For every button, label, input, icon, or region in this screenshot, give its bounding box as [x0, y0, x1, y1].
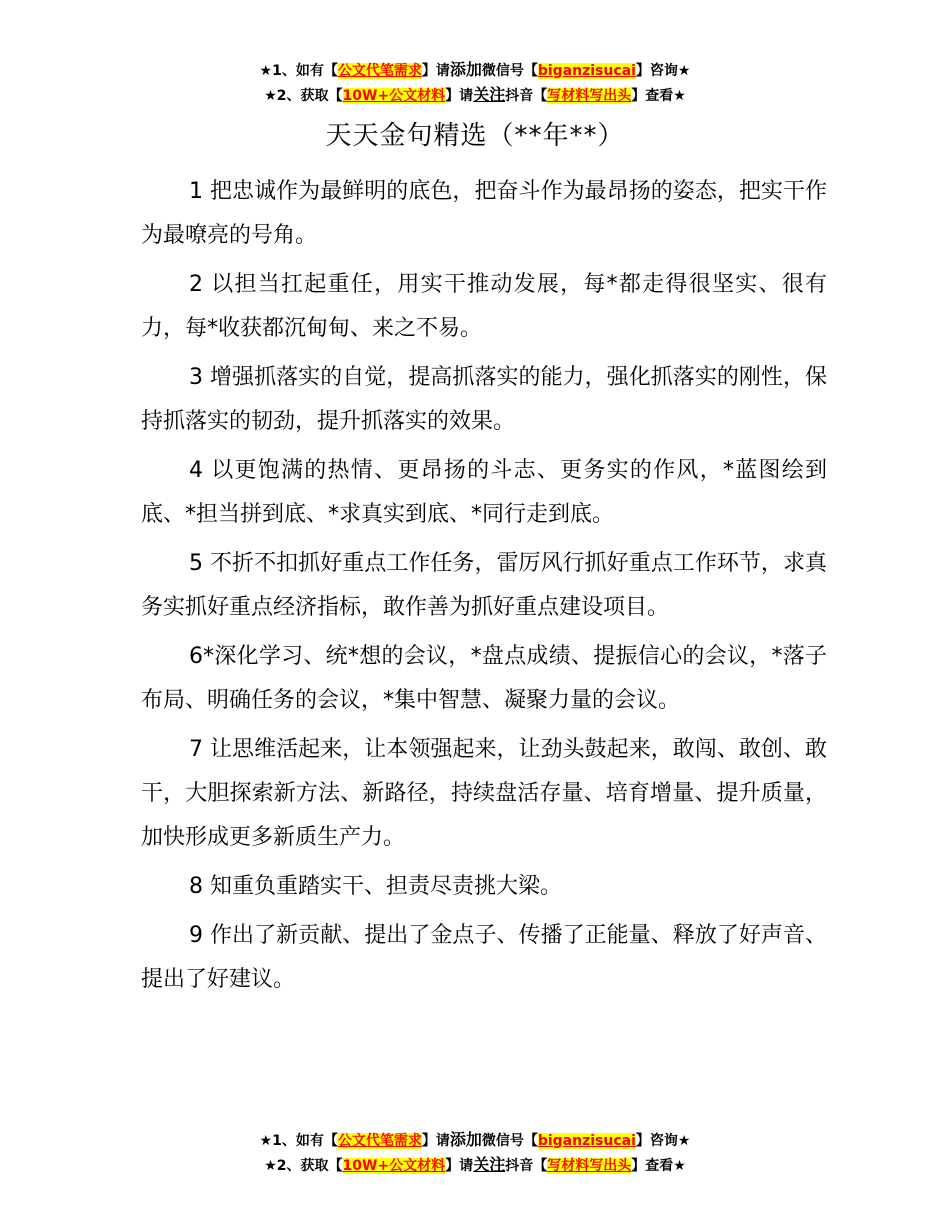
- banner-highlight: 10W+公文材料: [342, 1158, 446, 1174]
- banner-line-2: [0, 1153, 950, 1178]
- banner-highlight: 10W+公文材料: [342, 88, 446, 104]
- banner-line-2: [0, 83, 950, 108]
- banner-text: 】请: [421, 63, 450, 79]
- banner-line-1: [0, 1128, 950, 1153]
- banner-highlight: biganzisucai: [537, 1133, 636, 1149]
- banner-text: ★1、如有【: [259, 1133, 338, 1149]
- paragraph: 2 以担当扛起重任，用实干推动发展，每*都走得很坚实、很有力，每*收获都沉甸甸、来之不易。: [141, 272, 827, 341]
- paragraph: 6*深化学习、统*想的会议，*盘点成绩、提振信心的会议，*落子布局、明确任务的会议，*集中智慧、凝聚力量的会议。: [141, 644, 827, 713]
- document-body: [141, 170, 827, 1007]
- banner-text: ★2、获取【: [264, 88, 343, 104]
- banner-text: 】查看★: [631, 1158, 686, 1174]
- paragraph: 9 作出了新贡献、提出了金点子、传播了正能量、释放了好声音、提出了好建议。: [141, 923, 827, 992]
- banner-text: ★2、获取【: [264, 1158, 343, 1174]
- paragraph: 7 让思维活起来，让本领强起来，让劲头鼓起来，敢闯、敢创、敢干，大胆探索新方法、新路径，持续盘活存量、培育增量、提升质量，加快形成更多新质生产力。: [141, 737, 827, 850]
- banner-text: 】请: [421, 1133, 450, 1149]
- banner-highlight: 公文代笔需求: [337, 63, 422, 79]
- banner-text: 微信号【: [481, 63, 538, 79]
- banner-text: 】请: [445, 88, 474, 104]
- paragraph: 5 不折不扣抓好重点工作任务，雷厉风行抓好重点工作环节，求真务实抓好重点经济指标，敢作善为抓好重点建设项目。: [141, 551, 827, 620]
- paragraph: 4 以更饱满的热情、更昂扬的斗志、更务实的作风，*蓝图绘到底、*担当拼到底、*求真实到底、*同行走到底。: [141, 458, 827, 527]
- banner-text: 】查看★: [631, 88, 686, 104]
- banner-highlight: 写材料写出头: [547, 88, 632, 104]
- banner-text: 】请: [445, 1158, 474, 1174]
- banner-emphasis: 关注: [473, 85, 506, 104]
- banner-line-1: [0, 58, 950, 83]
- banner-text: 抖音【: [505, 88, 548, 104]
- banner-text: 微信号【: [481, 1133, 538, 1149]
- banner-highlight: 公文代笔需求: [337, 1133, 422, 1149]
- paragraph: 3 增强抓落实的自觉，提高抓落实的能力，强化抓落实的刚性，保持抓落实的韧劲，提升抓落实的效果。: [141, 365, 827, 434]
- banner-highlight: biganzisucai: [537, 63, 636, 79]
- footer-banner: [0, 1128, 950, 1178]
- banner-emphasis: 添加: [449, 1130, 482, 1149]
- document-title: 天天金句精选（**年**）: [325, 121, 625, 151]
- banner-emphasis: 添加: [449, 60, 482, 79]
- banner-text: ★1、如有【: [259, 63, 338, 79]
- paragraph: 1 把忠诚作为最鲜明的底色，把奋斗作为最昂扬的姿态，把实干作为最嘹亮的号角。: [141, 179, 827, 248]
- banner-text: 】咨询★: [635, 1133, 691, 1149]
- banner-highlight: 写材料写出头: [547, 1158, 632, 1174]
- banner-text: 】咨询★: [635, 63, 691, 79]
- banner-emphasis: 关注: [473, 1155, 506, 1174]
- header-banner: [0, 58, 950, 108]
- paragraph: 8 知重负重踏实干、担责尽责挑大梁。: [189, 874, 562, 899]
- banner-text: 抖音【: [505, 1158, 548, 1174]
